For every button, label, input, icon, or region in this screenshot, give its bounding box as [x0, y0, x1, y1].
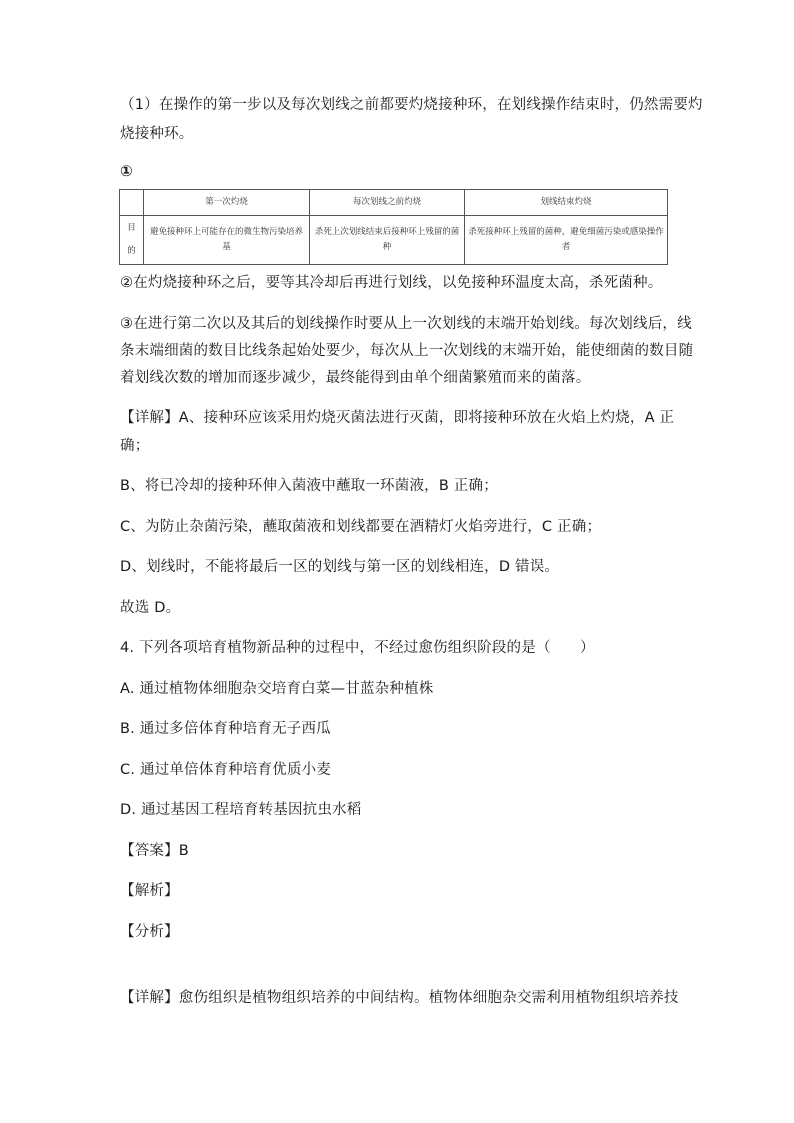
table-cell: 避免接种环上可能存在的微生物污染培养基: [144, 216, 310, 265]
table-row-label: [120, 216, 144, 265]
table-header-row: [120, 190, 668, 216]
option-d: D. 通过基因工程培育转基因抗虫水稻: [120, 802, 362, 818]
option-b: B. 通过多倍体育种培育无子西瓜: [120, 721, 331, 737]
option-a: A. 通过植物体细胞杂交培育白菜—甘蓝杂种植株: [120, 681, 434, 697]
table-header-cell: 第一次灼烧: [144, 190, 310, 216]
item-3-line-2: 条末端细菌的数目比线条起始处要少，每次从上一次划线的末端开始，能使细菌的数目随: [120, 343, 694, 359]
table-header-cell: 每次划线之前灼烧: [310, 190, 465, 216]
detail-line-6: 故选 D。: [120, 600, 181, 616]
detail-line-1: 【详解】A、接种环应该采用灼烧灭菌法进行灭菌，即将接种环放在火焰上灼烧，A 正: [120, 410, 675, 426]
row-label-char: 目: [127, 223, 136, 233]
table-header-cell: [120, 190, 144, 216]
burning-purpose-table: [119, 189, 668, 265]
fenxi-heading: 【分析】: [120, 924, 179, 940]
detail-line-5: D、划线时，不能将最后一区的划线与第一区的划线相连，D 错误。: [120, 559, 560, 575]
item-3-line-1: ③在进行第二次以及其后的划线操作时要从上一次划线的末端开始划线。每次划线后，线: [120, 316, 692, 332]
intro-line-1: （1）在操作的第一步以及每次划线之前都要灼烧接种环，在划线操作结束时，仍然需要灼: [120, 97, 703, 113]
intro-line-2: 烧接种环。: [120, 126, 194, 142]
table-cell: 杀死上次划线结束后接种环上残留的菌种: [310, 216, 465, 265]
detail-line-3: B、将已冷却的接种环伸入菌液中蘸取一环菌液，B 正确；: [120, 478, 498, 494]
detail-continued-line: 【详解】愈伤组织是植物组织培养的中间结构。植物体细胞杂交需利用植物组织培养技: [120, 990, 679, 1006]
option-c: C. 通过单倍体育种培育优质小麦: [120, 762, 332, 778]
item-2-line: ②在灼烧接种环之后，要等其冷却后再进行划线，以免接种环温度太高，杀死菌种。: [120, 275, 663, 291]
item-1-marker: ①: [120, 162, 133, 180]
question-stem: 4. 下列各项培育植物新品种的过程中，不经过愈伤组织阶段的是（ ）: [120, 640, 595, 656]
item-3-line-3: 着划线次数的增加而逐步减少，最终能得到由单个细菌繁殖而来的菌落。: [120, 370, 591, 386]
analysis-heading: 【解析】: [120, 883, 179, 899]
table-cell: 杀死接种环上残留的菌种，避免细菌污染或感染操作者: [465, 216, 668, 265]
row-label-char: 的: [127, 246, 136, 256]
table-row: [120, 216, 668, 265]
answer-line: 【答案】B: [120, 843, 189, 859]
detail-line-2: 确；: [120, 438, 150, 454]
detail-line-4: C、为防止杂菌污染，蘸取菌液和划线都要在酒精灯火焰旁进行，C 正确；: [120, 519, 602, 535]
table-header-cell: 划线结束灼烧: [465, 190, 668, 216]
